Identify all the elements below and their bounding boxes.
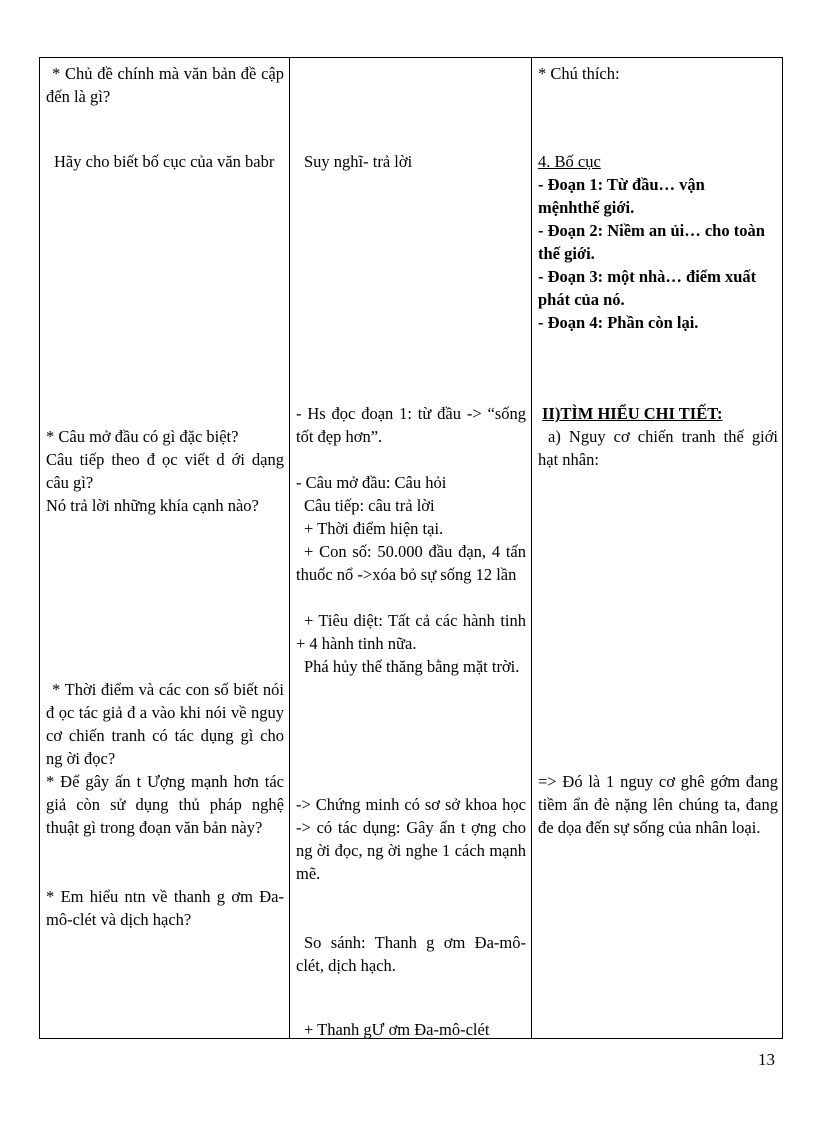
activity-sword: + Thanh gƯ ơm Đa-mô-clét: [304, 1020, 490, 1039]
content-section-2-heading: II)TÌM HIỂU CHI TIẾT:: [542, 404, 723, 423]
activity-think: Suy nghĩ- trả lời: [304, 152, 413, 171]
activity-read: - Hs đọc đoạn 1: từ đầu -> “sống tốt đẹp hơn”.: [296, 404, 526, 446]
content-part-3: - Đoạn 3: một nhà… điểm xuất phát của nó.: [538, 267, 757, 309]
activity-opening-2: Câu tiếp: câu trả lời: [304, 496, 435, 515]
content-part-2: - Đoạn 2: Niềm an ủi… cho toàn thế giới.: [538, 221, 765, 263]
activity-compare: So sánh: Thanh g ơm Đa-mô-clét, dịch hạch.: [296, 933, 526, 975]
question-opening: * Câu mở đầu có gì đặc biệt?: [46, 427, 239, 446]
content-subsection-a: a) Nguy cơ chiến tranh thế giới hạt nhân:: [538, 427, 778, 469]
activity-proof: -> Chứng minh có sơ sở khoa học -> có tác dụng: Gây ấn t ợng cho ng ời đọc, ng ời nghe 1 cách mạnh mẽ.: [296, 795, 526, 883]
activity-opening-4: + Con số: 50.000 đầu đạn, 4 tấn thuốc nổ ->xóa bỏ sự sống 12 lần: [296, 542, 526, 584]
activity-opening-5: + Tiêu diệt: Tất cả các hành tinh + 4 hành tinh nữa.: [296, 611, 526, 653]
question-layout: Hãy cho biết bố cục của văn babr: [54, 152, 275, 171]
question-time-numbers: * Thời điểm và các con số biết nói đ ọc tác giả đ a vào khi nói về nguy cơ chiến tranh có tác dụng gì cho ng ời đọc?: [46, 680, 284, 768]
content-part-4: - Đoạn 4: Phần còn lại.: [538, 313, 699, 332]
content-layout-title: 4. Bố cục: [538, 152, 601, 171]
question-impression: * Để gây ấn t Ượng mạnh hơn tác giả còn sử dụng thủ pháp nghệ thuật gì trong đoạn văn bản này?: [46, 772, 284, 837]
question-sword: * Em hiểu ntn về thanh g ơm Đa-mô-clét và dịch hạch?: [46, 887, 284, 929]
content-part-1: - Đoạn 1: Từ đầu… vận mệnhthế giới.: [538, 175, 705, 217]
activity-opening-3: + Thời điểm hiện tại.: [304, 519, 444, 538]
activity-opening-1: - Câu mở đầu: Câu hỏi: [296, 473, 447, 492]
page-number: 13: [758, 1050, 775, 1069]
content-note: * Chú thích:: [538, 64, 620, 83]
column-divider-2: [531, 58, 532, 1038]
content-conclusion: => Đó là 1 nguy cơ ghê gớm đang tiềm ẩn đè nặng lên chúng ta, đang đe dọa đến sự sống của nhân loại.: [538, 772, 778, 837]
activity-opening-6: Phá hủy thế thăng bằng mặt trời.: [304, 657, 520, 676]
column-divider-1: [289, 58, 290, 1038]
question-topic: * Chủ đề chính mà văn bản đề cập đến là gì?: [46, 64, 284, 106]
question-answers: Nó trả lời những khía cạnh nào?: [46, 496, 259, 515]
lesson-table: [39, 57, 783, 1039]
question-next-sentence: Câu tiếp theo đ ọc viết d ới dạng câu gì?: [46, 450, 284, 492]
